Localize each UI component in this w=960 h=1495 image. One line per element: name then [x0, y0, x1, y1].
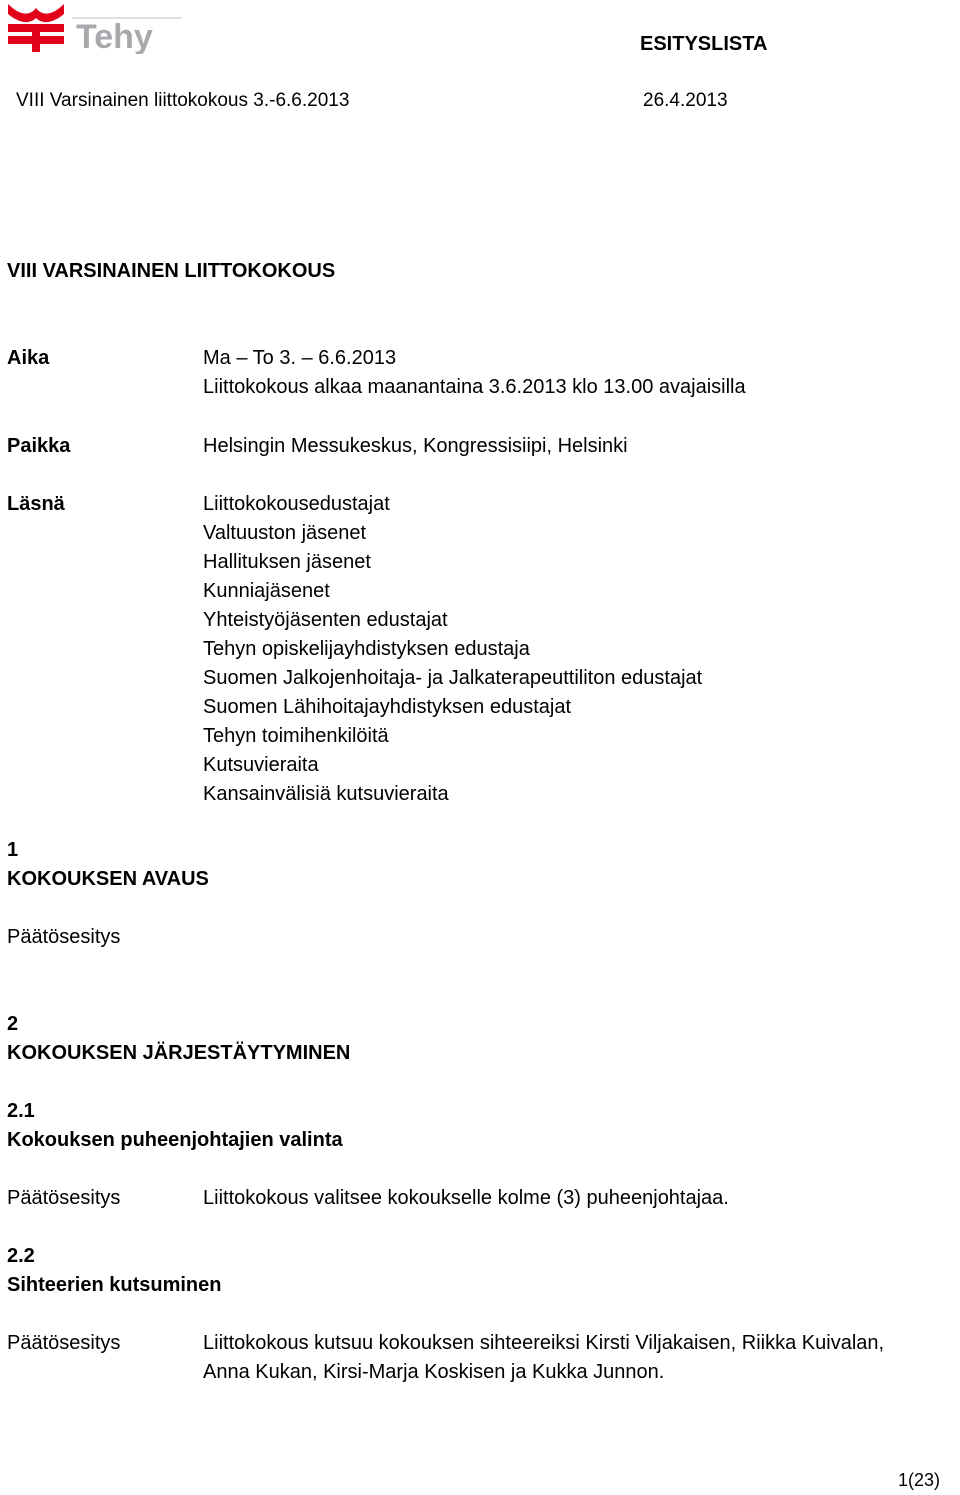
aika-line-1: Ma – To 3. – 6.6.2013: [203, 347, 397, 369]
section-2-2-title: Sihteerien kutsuminen: [7, 1274, 222, 1296]
section-2-1-proposal-text: Liittokokous valitsee kokoukselle kolme (3) puheenjohtajaa.: [203, 1187, 729, 1209]
list-item: Yhteistyöjäsenten edustajat: [203, 609, 448, 631]
paikka-label: Paikka: [7, 435, 71, 457]
section-2-2-proposal-text-line-2: Anna Kukan, Kirsi-Marja Koskisen ja Kukka Junnon.: [203, 1361, 665, 1383]
list-item: Tehyn toimihenkilöitä: [203, 725, 389, 747]
list-item: Kutsuvieraita: [203, 754, 319, 776]
section-1-title: KOKOUKSEN AVAUS: [7, 868, 209, 890]
logo-wordmark: Tehy: [76, 18, 153, 54]
section-2-title: KOKOUKSEN JÄRJESTÄYTYMINEN: [7, 1042, 351, 1064]
list-item: Hallituksen jäsenet: [203, 551, 371, 573]
aika-line-2: Liittokokous alkaa maanantaina 3.6.2013 klo 13.00 avajaisilla: [203, 376, 746, 398]
aika-label: Aika: [7, 347, 50, 369]
page-title: VIII VARSINAINEN LIITTOKOKOUS: [7, 260, 336, 282]
tehy-logo-graphic: [6, 2, 184, 54]
section-2-1-title: Kokouksen puheenjohtajien valinta: [7, 1129, 343, 1151]
section-2-1-number: 2.1: [7, 1100, 35, 1122]
attendee-list: [203, 490, 702, 809]
list-item: Kansainvälisiä kutsuvieraita: [203, 783, 449, 805]
list-item: Suomen Jalkojenhoitaja- ja Jalkaterapeuttiliton edustajat: [203, 667, 703, 689]
section-1-number: 1: [7, 839, 19, 861]
list-item: Kunniajäsenet: [203, 580, 330, 602]
list-item: Tehyn opiskelijayhdistyksen edustaja: [203, 638, 530, 660]
list-item: Suomen Lähihoitajayhdistyksen edustajat: [203, 696, 572, 718]
list-item: Valtuuston jäsenet: [203, 522, 367, 544]
tehy-logo: [6, 2, 184, 54]
list-item: Liittokokousedustajat: [203, 493, 390, 515]
paikka-value: Helsingin Messukeskus, Kongressisiipi, Helsinki: [203, 435, 628, 457]
section-2-2-number: 2.2: [7, 1245, 35, 1267]
section-1-proposal-label: Päätösesitys: [7, 926, 121, 948]
document-type: ESITYSLISTA: [640, 33, 768, 55]
page-number: 1(23): [898, 1470, 941, 1490]
document-date: 26.4.2013: [643, 90, 728, 111]
meeting-name: VIII Varsinainen liittokokous 3.-6.6.2013: [16, 90, 350, 111]
lasna-label: Läsnä: [7, 493, 65, 515]
section-2-number: 2: [7, 1013, 19, 1035]
section-2-2-proposal-text-line-1: Liittokokous kutsuu kokouksen sihteereiksi Kirsti Viljakaisen, Riikka Kuivalan,: [203, 1332, 885, 1354]
section-2-1-proposal-label: Päätösesitys: [7, 1187, 121, 1209]
section-2-2-proposal-label: Päätösesitys: [7, 1332, 121, 1354]
